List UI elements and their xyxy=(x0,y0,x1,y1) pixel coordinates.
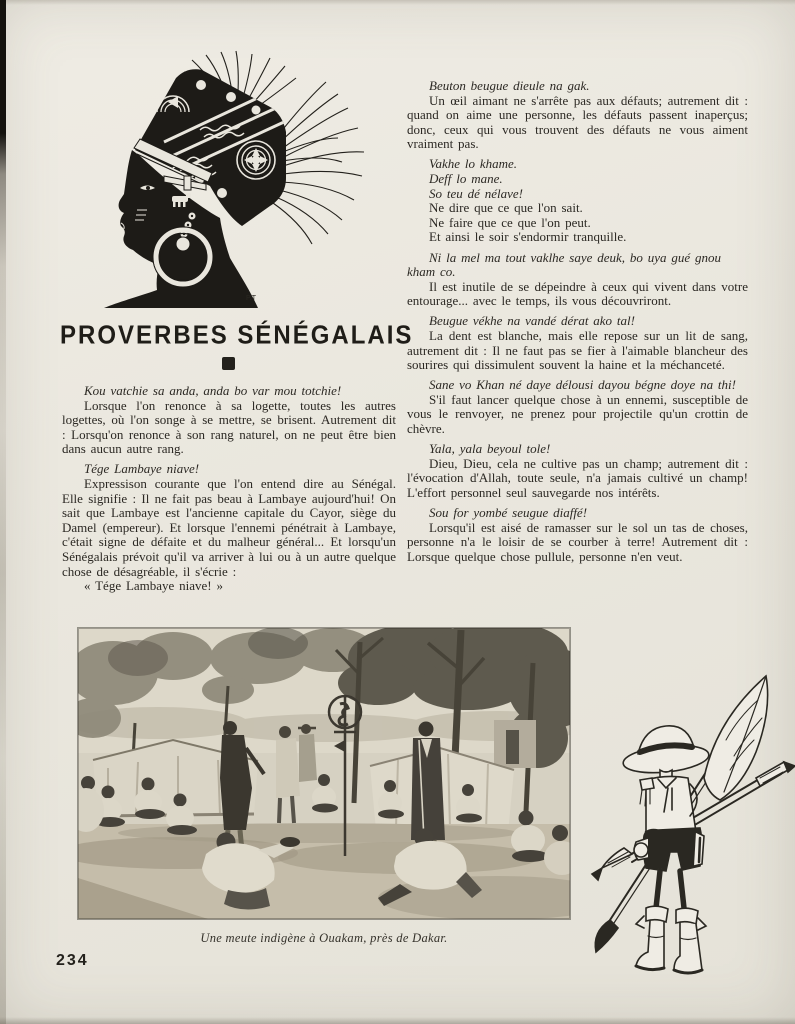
scan-edge-top xyxy=(0,0,795,5)
proverb-wolof: Beuton beugue dieule na gak. xyxy=(429,78,590,93)
proverb-explanation: S'il faut lancer quelque chose à un ennemi, susceptible de vous le renvoyer, ne prenez pour projectile qu'un crottin de chèvre. xyxy=(407,391,748,437)
scout-body xyxy=(622,726,710,973)
epaulette xyxy=(640,778,654,790)
right-column xyxy=(407,79,748,564)
left-column xyxy=(62,384,396,594)
woman-headdress-illustration xyxy=(80,50,370,312)
page-number: 234 xyxy=(56,952,89,969)
photo-caption: Une meute indigène à Ouakam, près de Dakar. xyxy=(200,931,448,945)
photo-camp-scene xyxy=(78,628,570,919)
proverb-wolof: Kou vatchie sa anda, anda bo var mou totchie! xyxy=(84,383,342,398)
explanation-line: Ne faire que ce que l'on peut. xyxy=(429,214,591,230)
sock-left xyxy=(646,906,668,922)
scan-edge-bottom xyxy=(0,1017,795,1024)
sock-right xyxy=(676,908,698,924)
proverb-wolof: Sane vo Khan né daye délousi dayou bégne doye na thi! xyxy=(429,377,736,393)
photo-scene xyxy=(78,628,570,919)
proverb-explanation: Expressison courante que l'on entend dire au Sénégal. Elle signifie : Il ne fait pas beau à Lambaye aujourd'hui! On sait que Lambaye est l'ancienne capitale du Cayor, siège du Damel (empereur). Et lorsque l'ennemi pénétrait à Lambaye, c'était signe de défaite et du malheur général... Et lorsqu'un Sénégalais prévoit qu'il va arriver à lui ou à un autre quelque chose de désagréable, il s'écrie : xyxy=(62,476,396,579)
page-title: PROVERBES SÉNÉGALAIS xyxy=(60,321,414,350)
feather-plume-right xyxy=(273,82,364,244)
proverb-explanation: Lorsqu'il est aisé de ramasser sur le sol un tas de choses, personne n'a le loisir de se courber à terre! Autrement dit : Lorsque quelque chose pullule, personne n'en veut. xyxy=(407,519,748,564)
scan-edge-left xyxy=(0,0,6,1024)
scout-illustration xyxy=(588,660,795,1005)
artist-signature: P.T xyxy=(246,295,256,302)
proverb-explanation: Dieu, Dieu, cela ne cultive pas un champ; autrement dit : l'évocation d'Allah, toute seule, n'a jamais cultivé un champ! L'effort personnel seul sauvegarde nos intérêts. xyxy=(407,455,748,500)
proverb-quote: « Tége Lambaye niave! » xyxy=(84,578,223,594)
proverb-line: Vakhe lo khame. xyxy=(429,156,518,172)
proverb-wolof: Sou for yombé seugue diaffé! xyxy=(429,505,588,521)
proverb-line: Deff lo mane. xyxy=(429,171,503,187)
proverb-explanation: Un œil aimant ne s'arrête pas aux défauts; autrement dit : quand on aime une personne, les défauts passent inaperçus; donc, ceux qui vous trouvent des défauts ne vous aiment vraiment pas. xyxy=(407,92,748,152)
garter-tab xyxy=(636,916,644,928)
proverb-wolof: Tége Lambaye niave! xyxy=(84,461,200,477)
hut xyxy=(494,720,536,768)
proverb-line: So teu dé nélave! xyxy=(429,185,523,201)
proverb-explanation: Lorsque l'on renonce à sa logette, toutes les autres logettes, où l'on songe à se mettre, se brisent. Autrement dit : Lorsqu'on renonce à son rang naturel, on ne peut être bien dans aucun autre rang. xyxy=(62,397,396,457)
proverb-explanation: La dent est blanche, mais elle repose sur un lit de sang, autrement dit : Il ne faut pas se fier à l'aimable blancheur des sourires qui dissimulent souvent la haine et la méchanceté. xyxy=(407,328,748,373)
explanation-line: Ne dire que ce que l'on sait. xyxy=(429,200,583,216)
proverb-wolof: Yala, yala beyoul tole! xyxy=(429,441,551,457)
scout-shorts xyxy=(643,828,702,871)
square-ornament xyxy=(222,357,235,370)
proverb-explanation: Il est inutile de se dépeindre à ceux qui vivent dans votre entourage... avec le temps, ils vous découvriront. xyxy=(407,278,748,309)
boot-left xyxy=(636,921,664,970)
explanation-line: Et ainsi le soir s'endormir tranquille. xyxy=(429,229,627,245)
proverb-wolof: Beugue vékhe na vandé dérat ako tal! xyxy=(429,313,635,329)
proverb-wolof: Ni la mel ma tout vaklhe saye deuk, bo uya gué gnou kham co. xyxy=(407,249,721,280)
